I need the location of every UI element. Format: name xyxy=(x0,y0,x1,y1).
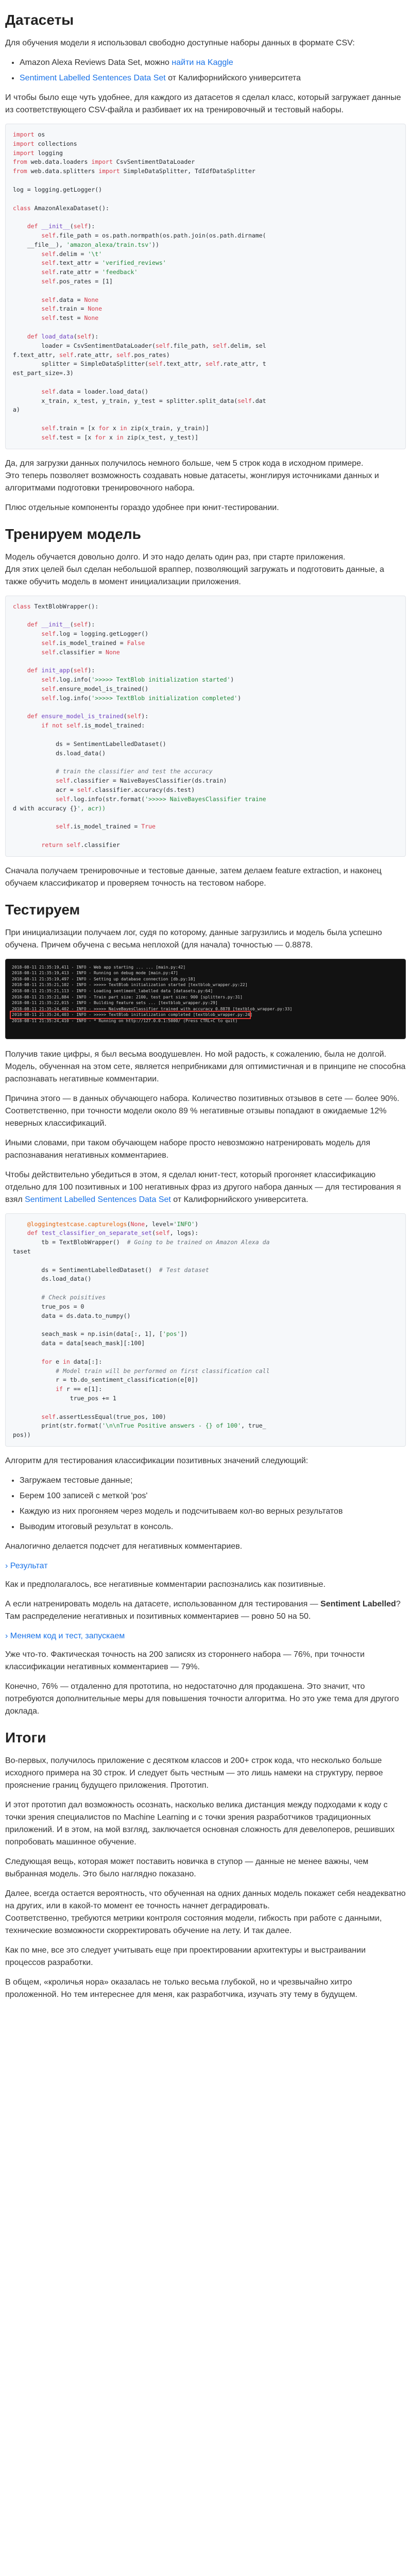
train-paragraph: Модель обучается довольно долго. И это надо делать один раз, при старте приложения. Для этих целей был сделан небольшой враппер, позволяющий загружать и подготовить данные, а также обучить модель в момент инициализации приложения. xyxy=(5,552,384,586)
code-line: def ensure_model_is_trained(self): xyxy=(27,713,149,720)
code-line: taset xyxy=(13,1248,31,1255)
code-block-wrapper xyxy=(5,596,406,857)
code-line: class TextBlobWrapper(): xyxy=(13,602,99,610)
code-line: self.log.info('>>>>> TextBlob initialization started') xyxy=(41,676,234,684)
code-line: self.log.info('>>>>> TextBlob initialization completed') xyxy=(41,694,242,702)
algo-intro: Алгоритм для тестирования классификации позитивных значений следующий: xyxy=(5,1456,309,1466)
highlight-box xyxy=(10,1011,251,1019)
code-line: if not self.is_model_trained: xyxy=(41,722,145,730)
results-paragraph-5: Как по мне, все это следует учитывать еще при проектировании архитектуры и выстраивании процессов разработки. xyxy=(5,1946,366,1968)
result-spoiler-toggle[interactable]: › Результат xyxy=(5,1562,48,1571)
code-line: import logging xyxy=(13,149,63,157)
code-line: # train the classifier and test the accuracy xyxy=(56,768,213,775)
code-line: print(str.format('\n\nTrue Positive answers - {} of 100', true_ xyxy=(13,1422,266,1430)
code-line: true_pos = 0 xyxy=(13,1302,84,1310)
code-line: self.is_model_trained = True xyxy=(56,823,156,831)
code-line: # Check poisitives xyxy=(41,1294,106,1301)
code-line xyxy=(13,286,398,296)
code-line: from web.data.splitters import SimpleDataSplitter, TdIdfDataSplitter xyxy=(13,167,255,175)
results-paragraph-2: И этот прототип дал возможность осознать, насколько велика дистанция между подходами к коду с точки зрения специалистов по Machine Learning и с точки зрения разработчиков традиционных приложений. И в этом, на мой взгляд, заключается основная сложность для девелоперов, решивших попробовать машинное обучение. xyxy=(5,1801,395,1847)
datasets-paragraph: И чтобы было еще чуть удобнее, для каждого из датасетов я сделал класс, который загружает данные из соответствующего CSV-файла и разбивает их на тренировочный и тестовый наборы. xyxy=(5,93,401,114)
terminal-line: 2018-08-11 21:35:24,402 - INFO - >>>>> NaiveBayesClassifier trained with accuracy 0.8878 [textblob_wrapper.py:33] xyxy=(12,1006,293,1011)
code-line xyxy=(13,1321,398,1330)
results-paragraph-3: Следующая вещь, которая может поставить новичка в ступор — данные не менее важны, чем выбранная модель. Это было наглядно показано. xyxy=(5,1857,369,1879)
code-line: self.delim = '\t' xyxy=(41,250,102,258)
test-paragraph-9: Конечно, 76% — отдаленно для прототипа, но недостаточно для продакшена. Это значит, что потребуются дополнительные меры для повышения точности алгоритма. Но это уже тема для другого доклада. xyxy=(5,1682,399,1716)
after-code-paragraph-2: Плюс отдельные компоненты гораздо удобнее при юнит-тестировании. xyxy=(5,503,279,512)
code-line: self.classifier = NaiveBayesClassifier(ds.train) xyxy=(56,777,227,785)
code-line: # Model train will be performed on first classification call xyxy=(56,1367,270,1375)
list-item: • Каждую из них прогоняем через модель и подсчитываем кол-во верных результатов xyxy=(20,1505,406,1518)
code-line: __file__), 'amazon_alexa/train.tsv')) xyxy=(13,241,159,248)
datasets-heading: Датасеты xyxy=(5,12,74,28)
after-code-paragraph: Да, для загрузки данных получилось немного больше, чем 5 строк кода в исходном примере. Это теперь позволяет возможность создавать новые датасеты, жонглируя источниками данных и алгоритмами подготовки тренировочного набора. xyxy=(5,459,379,493)
code-line xyxy=(13,213,398,222)
code-line: def __init__(self): xyxy=(27,223,95,230)
code-line xyxy=(13,1348,398,1358)
code-line xyxy=(13,657,398,667)
results-paragraph-1: Во-первых, получилось приложение с десятком классов и 200+ строк кода, что несколько больше исходного примера на 30 строк. И следует быть честным — это лишь намеки на структуру, первое прояснение границ будущего приложения. Прототип. xyxy=(5,1756,383,1790)
code-line xyxy=(13,176,398,185)
code-line xyxy=(13,832,398,841)
code-line: class AmazonAlexaDataset(): xyxy=(13,204,109,212)
code-line xyxy=(13,611,398,620)
code-line: from web.data.loaders import CsvSentimentDataLoader xyxy=(13,158,195,166)
code-line xyxy=(13,703,398,713)
code-line: d with accuracy {}', acr)) xyxy=(13,804,106,812)
terminal-line: 2018-08-11 21:35:24,410 - INFO - * Running on http://127.0.0.1:5000/ (Press CTRL+C to quit) xyxy=(12,1018,238,1023)
code-line: def test_classifier_on_separate_set(self, logs): xyxy=(27,1229,199,1237)
algo-list xyxy=(5,1475,406,1533)
code-line: self.rate_attr = 'feedback' xyxy=(41,268,138,276)
code-line xyxy=(13,731,398,740)
list-item: • Amazon Alexa Reviews Data Set, можно найти на Kaggle xyxy=(20,57,406,69)
sentiment-dataset-link[interactable]: Sentiment Labelled Sentences Data Set xyxy=(20,74,166,82)
code-line: r = tb.do_sentiment_classification(e[0]) xyxy=(13,1376,199,1384)
code-line: @loggingtestcase.capturelogs(None, level='INFO') xyxy=(27,1220,199,1228)
code-line: self.assertLessEqual(true_pos, 100) xyxy=(41,1413,166,1420)
code-line xyxy=(13,1284,398,1293)
code-line: est_part_size=.3) xyxy=(13,369,74,377)
results-heading: Итоги xyxy=(5,1730,46,1746)
terminal-line: 2018-08-11 21:35:22,015 - INFO - Building feature sets ... [textblob_wrapper.py:29] xyxy=(12,1001,218,1006)
list-item: • Берем 100 записей с меткой 'pos' xyxy=(20,1490,406,1502)
code-block-unittest xyxy=(5,1213,406,1447)
code-line: self.test = None xyxy=(41,314,99,322)
code-line: self.data = loader.load_data() xyxy=(41,387,149,395)
code-line: seach_mask = np.isin(data[:, 1], ['pos']) xyxy=(13,1330,188,1338)
list-item: • Загружаем тестовые данные; xyxy=(20,1475,406,1487)
code-line: log = logging.getLogger() xyxy=(13,185,102,193)
terminal-line: 2018-08-11 21:35:19,413 - INFO - Running on debug mode [main.py:47] xyxy=(12,971,178,976)
datasets-intro: Для обучения модели я использовал свободно доступные наборы данных в формате CSV: xyxy=(5,39,355,47)
code-line: def __init__(self): xyxy=(27,621,95,629)
terminal-line: 2018-08-11 21:35:21,102 - INFO - >>>>> TextBlob initialization started [textblob_wrapper.py:22] xyxy=(12,982,248,988)
terminal-line: 2018-08-11 21:35:21,113 - INFO - Loading sentiment_labelled data [datasets.py:64] xyxy=(12,988,213,993)
list-item: • Sentiment Labelled Sentences Data Set от Калифорнийского университета xyxy=(20,72,406,84)
test-paragraph-2: Получив такие цифры, я был весьма воодушевлен. Но мой радость, к сожалению, была не долгой. Модель, обученная на этом сете, является неприбниками для оптимистичная и в принципе не способна распознавать негативные комментарии. xyxy=(5,1049,406,1083)
code-line: def init_app(self): xyxy=(27,667,95,674)
code-line: x_train, x_test, y_train, y_test = splitter.split_data(self.dat xyxy=(13,397,266,404)
code-line: data = data[seach_mask][:100] xyxy=(13,1340,145,1347)
test-paragraph-3: Причина этого — в данных обучающего набора. Количество позитивных отзывов в сете — более 90%. Соответственно, при точности модели около 89 % негативные отзывы попадают в ожидаемые 12% неверных классификаций. xyxy=(5,1094,400,1128)
code-line xyxy=(13,195,398,204)
code-line: self.train = None xyxy=(41,305,102,313)
code-line: self.text_attr = 'verified_reviews' xyxy=(41,259,166,267)
code-line: self.file_path = os.path.normpath(os.path.join(os.path.dirname( xyxy=(41,231,266,239)
code-line: data = ds.data.to_numpy() xyxy=(13,1312,131,1319)
test-paragraph-6: Как и предполагалось, все негативные комментарии распознались как позитивные. xyxy=(5,1580,326,1589)
code-line: self.log.info(str.format('>>>>> NaiveBayesClassifier traine xyxy=(56,795,266,803)
code-line xyxy=(13,758,398,767)
code-line: loader = CsvSentimentDataLoader(self.file_path, self.delim, sel xyxy=(13,342,266,349)
test-paragraph-1: При инициализации получаем лог, судя по которому, данные загрузились и модель была успешно обучена. Причем обучена с весьма неплохой (для начала) точностью — 0.8878. xyxy=(5,928,382,950)
code-line: self.classifier = None xyxy=(41,648,120,656)
code-line: def load_data(self): xyxy=(27,332,99,340)
sentiment-dataset-link-2[interactable]: Sentiment Labelled Sentences Data Set xyxy=(25,1195,171,1204)
article xyxy=(0,9,411,2001)
code-line: a) xyxy=(13,406,20,414)
results-paragraph-6: В общем, «кроличья нора» оказалась не только весьма глубокой, но и чрезвычайно хитро проложенной. Но тем интереснее для меня, как разработчика, изучать эту тему в будущем. xyxy=(5,1978,357,1999)
terminal-line: 2018-08-11 21:35:24,403 - INFO - >>>>> TextBlob initialization completed [textblob_wrapper.py:24] xyxy=(12,1012,253,1018)
negative-note: Аналогично делается подсчет для негативных комментариев. xyxy=(5,1542,243,1551)
code-line xyxy=(13,378,398,387)
code-line: acr = self.classifier.accuracy(ds.test) xyxy=(13,786,195,793)
code-line: true_pos += 1 xyxy=(13,1395,116,1402)
results-paragraph-4: Далее, всегда остается вероятность, что обученная на одних данных модель покажет себя неадекватно на других, или в какой-то момент ее точность начнет деградировать. Соответственно, требуются метрики контроля состояния модели, гибкость при работе с данными, технические возможности скорректировать обучение на лету. И так далее. xyxy=(5,1889,406,1936)
list-item: • Выводим итоговый результат в консоль. xyxy=(20,1521,406,1533)
code-line: self.data = None xyxy=(41,296,99,303)
code-line: pos)) xyxy=(13,1431,31,1439)
code-line: ds.load_data() xyxy=(13,749,106,757)
test-paragraph-8: Уже что-то. Фактическая точность на 200 записях из стороннего набора — 76%, при точности классификации негативных комментариев — 79%. xyxy=(5,1650,365,1672)
code-line: splitter = SimpleDataSplitter(self.text_attr, self.rate_attr, t xyxy=(13,360,266,368)
train-heading: Тренируем модель xyxy=(5,526,141,542)
code-line: import os xyxy=(13,131,45,138)
code-line: ds = SentimentLabelledDataset() xyxy=(13,740,166,748)
code-line: self.pos_rates = [1] xyxy=(41,278,113,285)
terminal-line: 2018-08-11 21:35:19,497 - INFO - Setting up database connection [db.py:18] xyxy=(12,976,196,981)
code-line: self.test = [x for x in zip(x_test, y_test)] xyxy=(41,433,199,441)
train-after-paragraph: Сначала получаем тренировочные и тестовые данные, затем делаем feature extraction, и наконец обучаем классификатор и проверяем точность на тестовом наборе. xyxy=(5,866,382,888)
code-line: ds.load_data() xyxy=(13,1275,92,1283)
code-line: self.is_model_trained = False xyxy=(41,639,145,647)
test-paragraph-7: А если натренировать модель на датасете, использованном для тестирования — Sentiment Labelled? Там распределение негативных и позитивных комментариев — ровно 50 на 50. xyxy=(5,1600,401,1621)
code-line: f.text_attr, self.rate_attr, self.pos_rates) xyxy=(13,351,170,359)
test-paragraph-4: Иными словами, при таком обучающем наборе просто невозможно натренировать модель для распознавания негативных комментариев. xyxy=(5,1138,370,1160)
code-block-datasets xyxy=(5,124,406,449)
code-line: for e in data[:]: xyxy=(41,1358,102,1365)
kaggle-link[interactable]: найти на Kaggle xyxy=(172,58,233,67)
code-line: return self.classifier xyxy=(41,841,120,849)
terminal-line: 2018-08-11 21:35:19,411 - INFO - Web app starting ... ... [main.py:42] xyxy=(12,964,186,970)
code-line: ds = SentimentLabelledDataset() # Test dataset xyxy=(13,1266,209,1274)
test-paragraph-5: Чтобы действительно убедиться в этом, я сделал юнит-тест, который прогоняет классификацию отдельно для 100 позитивных и 100 негативных фраз из другого набора данных — для тестирования я взял Sentiment Labelled Sentences Data Set от Калифорнийского университета. xyxy=(5,1170,401,1204)
code-line: self.log = logging.getLogger() xyxy=(41,630,149,638)
code-line: tb = TextBlobWrapper() # Going to be trained on Amazon Alexa da xyxy=(13,1239,270,1246)
code-line: if r == e[1]: xyxy=(56,1385,102,1393)
code-line: self.ensure_model_is_trained() xyxy=(41,685,149,692)
code-line xyxy=(13,1403,398,1413)
test-heading: Тестируем xyxy=(5,901,80,918)
code-line: import collections xyxy=(13,140,77,147)
code-line xyxy=(13,415,398,424)
datasets-list xyxy=(5,57,406,84)
code-line xyxy=(13,813,398,822)
terminal-line: 2018-08-11 21:35:21,884 - INFO - Train part size: 2100, test part size: 900 [splitters.py:31] xyxy=(12,994,243,999)
code-line xyxy=(13,323,398,332)
code-line xyxy=(13,1257,398,1266)
terminal-log-screenshot xyxy=(5,959,406,1039)
change-code-spoiler-toggle[interactable]: › Меняем код и тест, запускаем xyxy=(5,1632,125,1641)
code-line: self.train = [x for x in zip(x_train, y_train)] xyxy=(41,425,209,432)
